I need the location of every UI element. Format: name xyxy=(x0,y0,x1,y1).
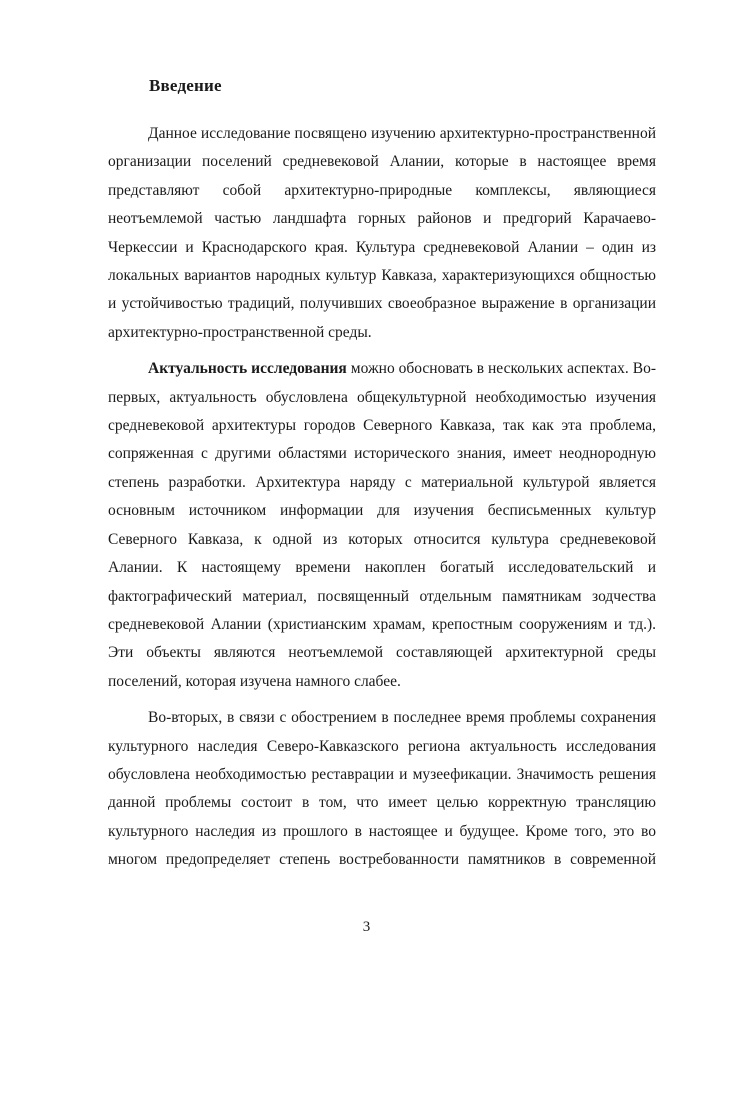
paragraph-text: Данное исследование посвящено изучению архитектурно-пространственной организации поселений средневековой Алании, которые в настоящее время представляют собой архитектурно-природные комплексы, являющиеся неотъемлемой частью ландшафта горных районов и предгорий Карачаево-Черкессии и Краснодарского края. Культура средневековой Алании – один из локальных вариантов народных культур Кавказа, характеризующихся общностью и устойчивостью традиций, получивших своеобразное выражение в организации архитектурно-пространственной среды. xyxy=(108,125,656,341)
section-heading: Введение xyxy=(149,76,222,95)
paragraph-relevance xyxy=(108,355,656,696)
paragraph-text: можно обосновать в нескольких аспектах. Во-первых, актуальность обусловлена общекультурной необходимостью изучения средневековой архитектуры городов Северного Кавказа, так как эта проблема, сопряженная с другими областями исторического знания, имеет неоднородную степень разработки. Архитектура наряду с материальной культурой является основным источником информации для изучения бесписьменных культур Северного Кавказа, к одной из которых относится культура средневековой Алании. К настоящему времени накоплен богатый исследовательский и фактографический материал, посвященный отдельным памятникам зодчества средневековой Алании (христианским храмам, крепостным сооружениям и тд.). Эти объекты являются неотъемлемой составляющей архитектурной среды поселений, которая изучена намного слабее. xyxy=(108,360,656,690)
paragraph-text: Во-вторых, в связи с обострением в последнее время проблемы сохранения культурного наследия Северо-Кавказского региона актуальность исследования обусловлена необходимостью реставрации и музеефикации. Значимость решения данной проблемы состоит в том, что имеет целью корректную трансляцию культурного наследия из прошлого в настоящее и будущее. Кроме того, это во многом предопределяет степень востребованности памятников в современной xyxy=(108,709,656,869)
paragraph-intro xyxy=(108,120,656,347)
relevance-term: Актуальность исследования xyxy=(148,360,347,378)
body-text xyxy=(108,120,656,875)
paragraph-second-reason xyxy=(108,704,656,874)
page-number: 3 xyxy=(362,919,371,935)
